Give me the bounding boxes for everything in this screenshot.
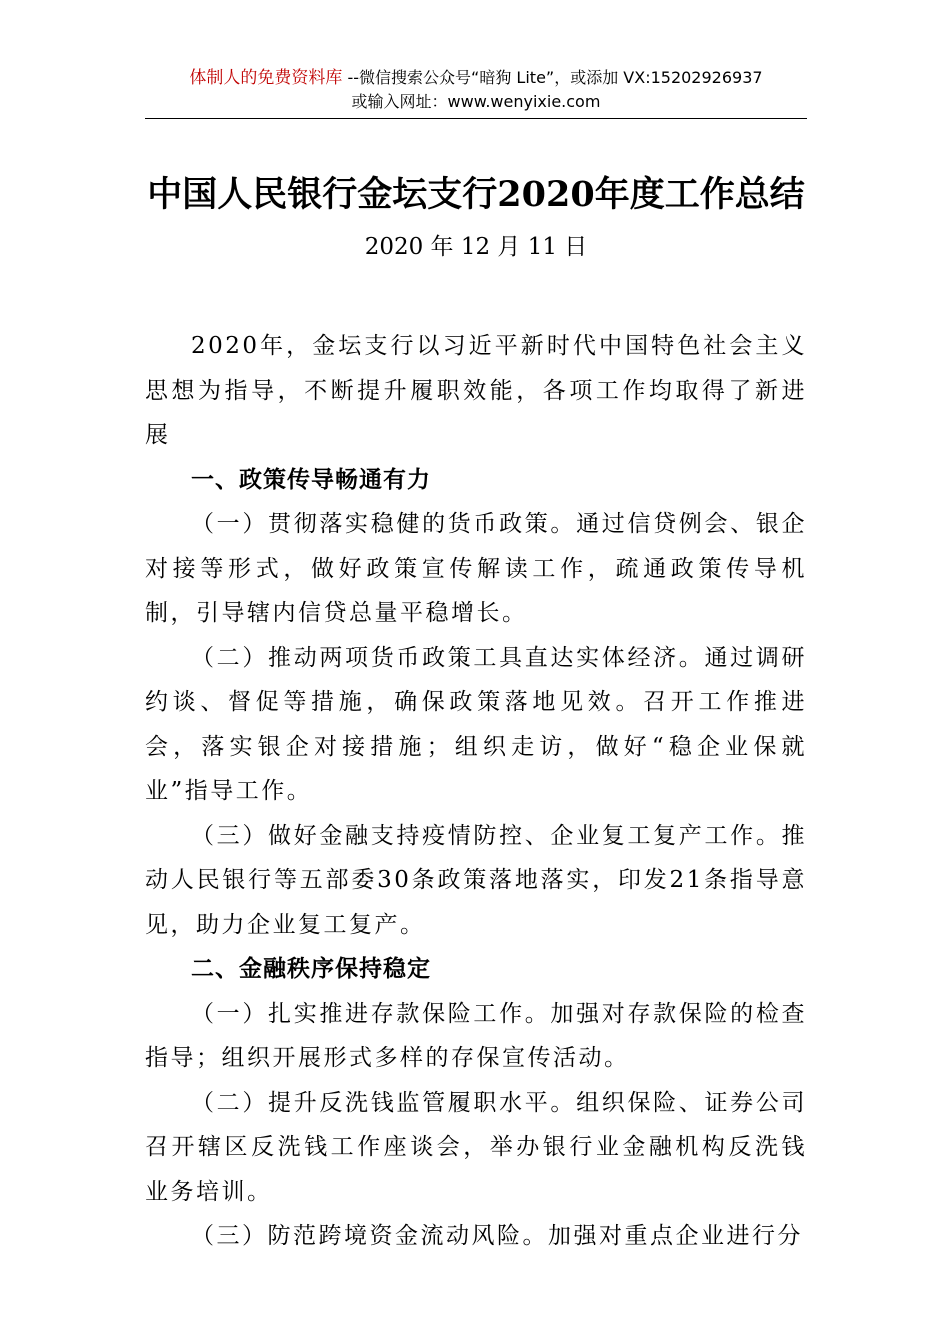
intro-paragraph: 2020年，金坛支行以习近平新时代中国特色社会主义思想为指导，不断提升履职效能，各项工作均取得了新进展 [145, 333, 807, 448]
section-paragraph: （一）贯彻落实稳健的货币政策。通过信贷例会、银企对接等形式，做好政策宣传解读工作，疏通政策传导机制，引导辖内信贷总量平稳增长。 [145, 511, 807, 626]
section-paragraph: （一）扎实推进存款保险工作。加强对存款保险的检查指导；组织开展形式多样的存保宣传活动。 [145, 1000, 807, 1071]
document-date: 2020 年 12 月 11 日 [364, 234, 588, 260]
section-paragraph: （三）防范跨境资金流动风险。加强对重点企业进行分 [191, 1223, 803, 1249]
header-line-2: 或输入网址：www.wenyixie.com [351, 92, 601, 111]
header-library-name: 体制人的免费资料库 [189, 68, 343, 88]
section-paragraph: （二）推动两项货币政策工具直达实体经济。通过调研约谈、督促等措施，确保政策落地见效。召开工作推进会，落实银企对接措施；组织走访，做好“稳企业保就业”指导工作。 [145, 644, 807, 804]
page-header [145, 66, 807, 114]
header-divider [145, 118, 807, 119]
section-paragraph: （二）提升反洗钱监管履职水平。组织保险、证券公司召开辖区反洗钱工作座谈会，举办银行业金融机构反洗钱业务培训。 [145, 1089, 807, 1205]
header-line-1 [145, 66, 807, 90]
document-body [145, 324, 807, 1259]
header-contact-text: --微信搜索公众号“暗狗 Lite”，或添加 VX:15202926937 [342, 68, 763, 87]
document-title: 中国人民银行金坛支行2020年度工作总结 [147, 174, 805, 215]
section-heading: 二、金融秩序保持稳定 [191, 956, 431, 982]
section-heading: 一、政策传导畅通有力 [191, 466, 431, 493]
section-paragraph: （三）做好金融支持疫情防控、企业复工复产工作。推动人民银行等五部委30条政策落地落实，印发21条指导意见，助力企业复工复产。 [145, 822, 807, 938]
